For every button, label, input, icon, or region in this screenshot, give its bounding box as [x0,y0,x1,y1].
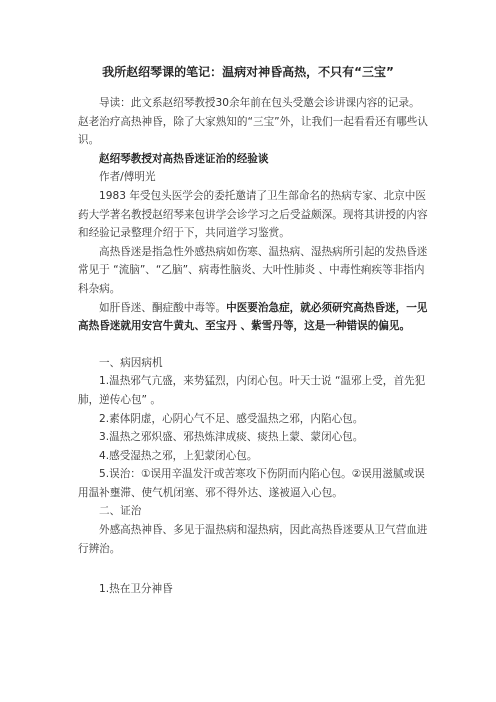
section-heading-causes: 一、病因病机 [99,356,163,369]
list-item: 5.误治：①误用辛温发汗或苦寒攻下伤阴而内陷心包。②误用滋腻或误用温补壅滞、使气机闭塞、邪不得外达、遂被逼入心包。 [78,468,425,499]
section-heading-treatment: 二、证治 [99,505,142,518]
list-item: 1.温热邪气亢盛，来势猛烈，内闭心包。叶天士说 “温邪上受，首先犯肺，逆传心包” 。 [78,375,426,406]
body-text: 如肝昏迷、酮症酸中毒等。 [99,301,227,314]
body-paragraph: 外感高热神昏、多见于温热病和湿热病，因此高热昏迷要从卫气营血进行辨治。 [78,524,428,555]
list-item: 3.温热之邪炽盛、邪热炼津成痰、痰热上蒙、蒙闭心包。 [99,431,364,444]
author-line: 作者/傅明光 [99,171,156,184]
list-item: 2.素体阴虚，心阴心气不足、感受温热之邪，内陷心包。 [99,412,364,425]
body-paragraph [78,299,430,336]
body-paragraph: 1983 年受包头医学会的委托邀请了卫生部命名的热病专家、北京中医药大学著名教授赵绍琴来包讲学会诊学习之后受益颇深。现将其讲授的内容和经验记录整理介绍于下，共同道学习鉴赏。 [78,189,428,240]
intro-paragraph: 导读：此文系赵绍琴教授30余年前在包头受邀会诊讲课内容的记录。赵老治疗高热神昏，除了大家熟知的“三宝”外，让我们一起看看还有哪些认识。 [78,97,428,147]
article-body [78,94,430,599]
section-heading: 赵绍琴教授对高热昏迷证治的经验谈 [99,152,269,165]
list-item: 4.感受湿热之邪，上犯蒙闭心包。 [99,449,258,462]
page-title: 我所赵绍琴课的笔记：温病对神昏高热，不只有“三宝” [102,65,394,79]
body-paragraph: 高热昏迷是指急性外感热病如伤寒、温热病、湿热病所引起的发热昏迷常见于 “流脑”、“乙脑”、病毒性脑炎、大叶性肺炎 、中毒性痢疾等非指内科杂病。 [78,245,428,295]
subsection-heading: 1.热在卫分神昏 [99,583,173,596]
emphasis-text: 中医要治急症，就必须研究高热昏迷，一见高热昏迷就用安宫牛黄丸、至宝丹 、紫雪丹等，这是一种错误的偏见。 [78,301,428,333]
